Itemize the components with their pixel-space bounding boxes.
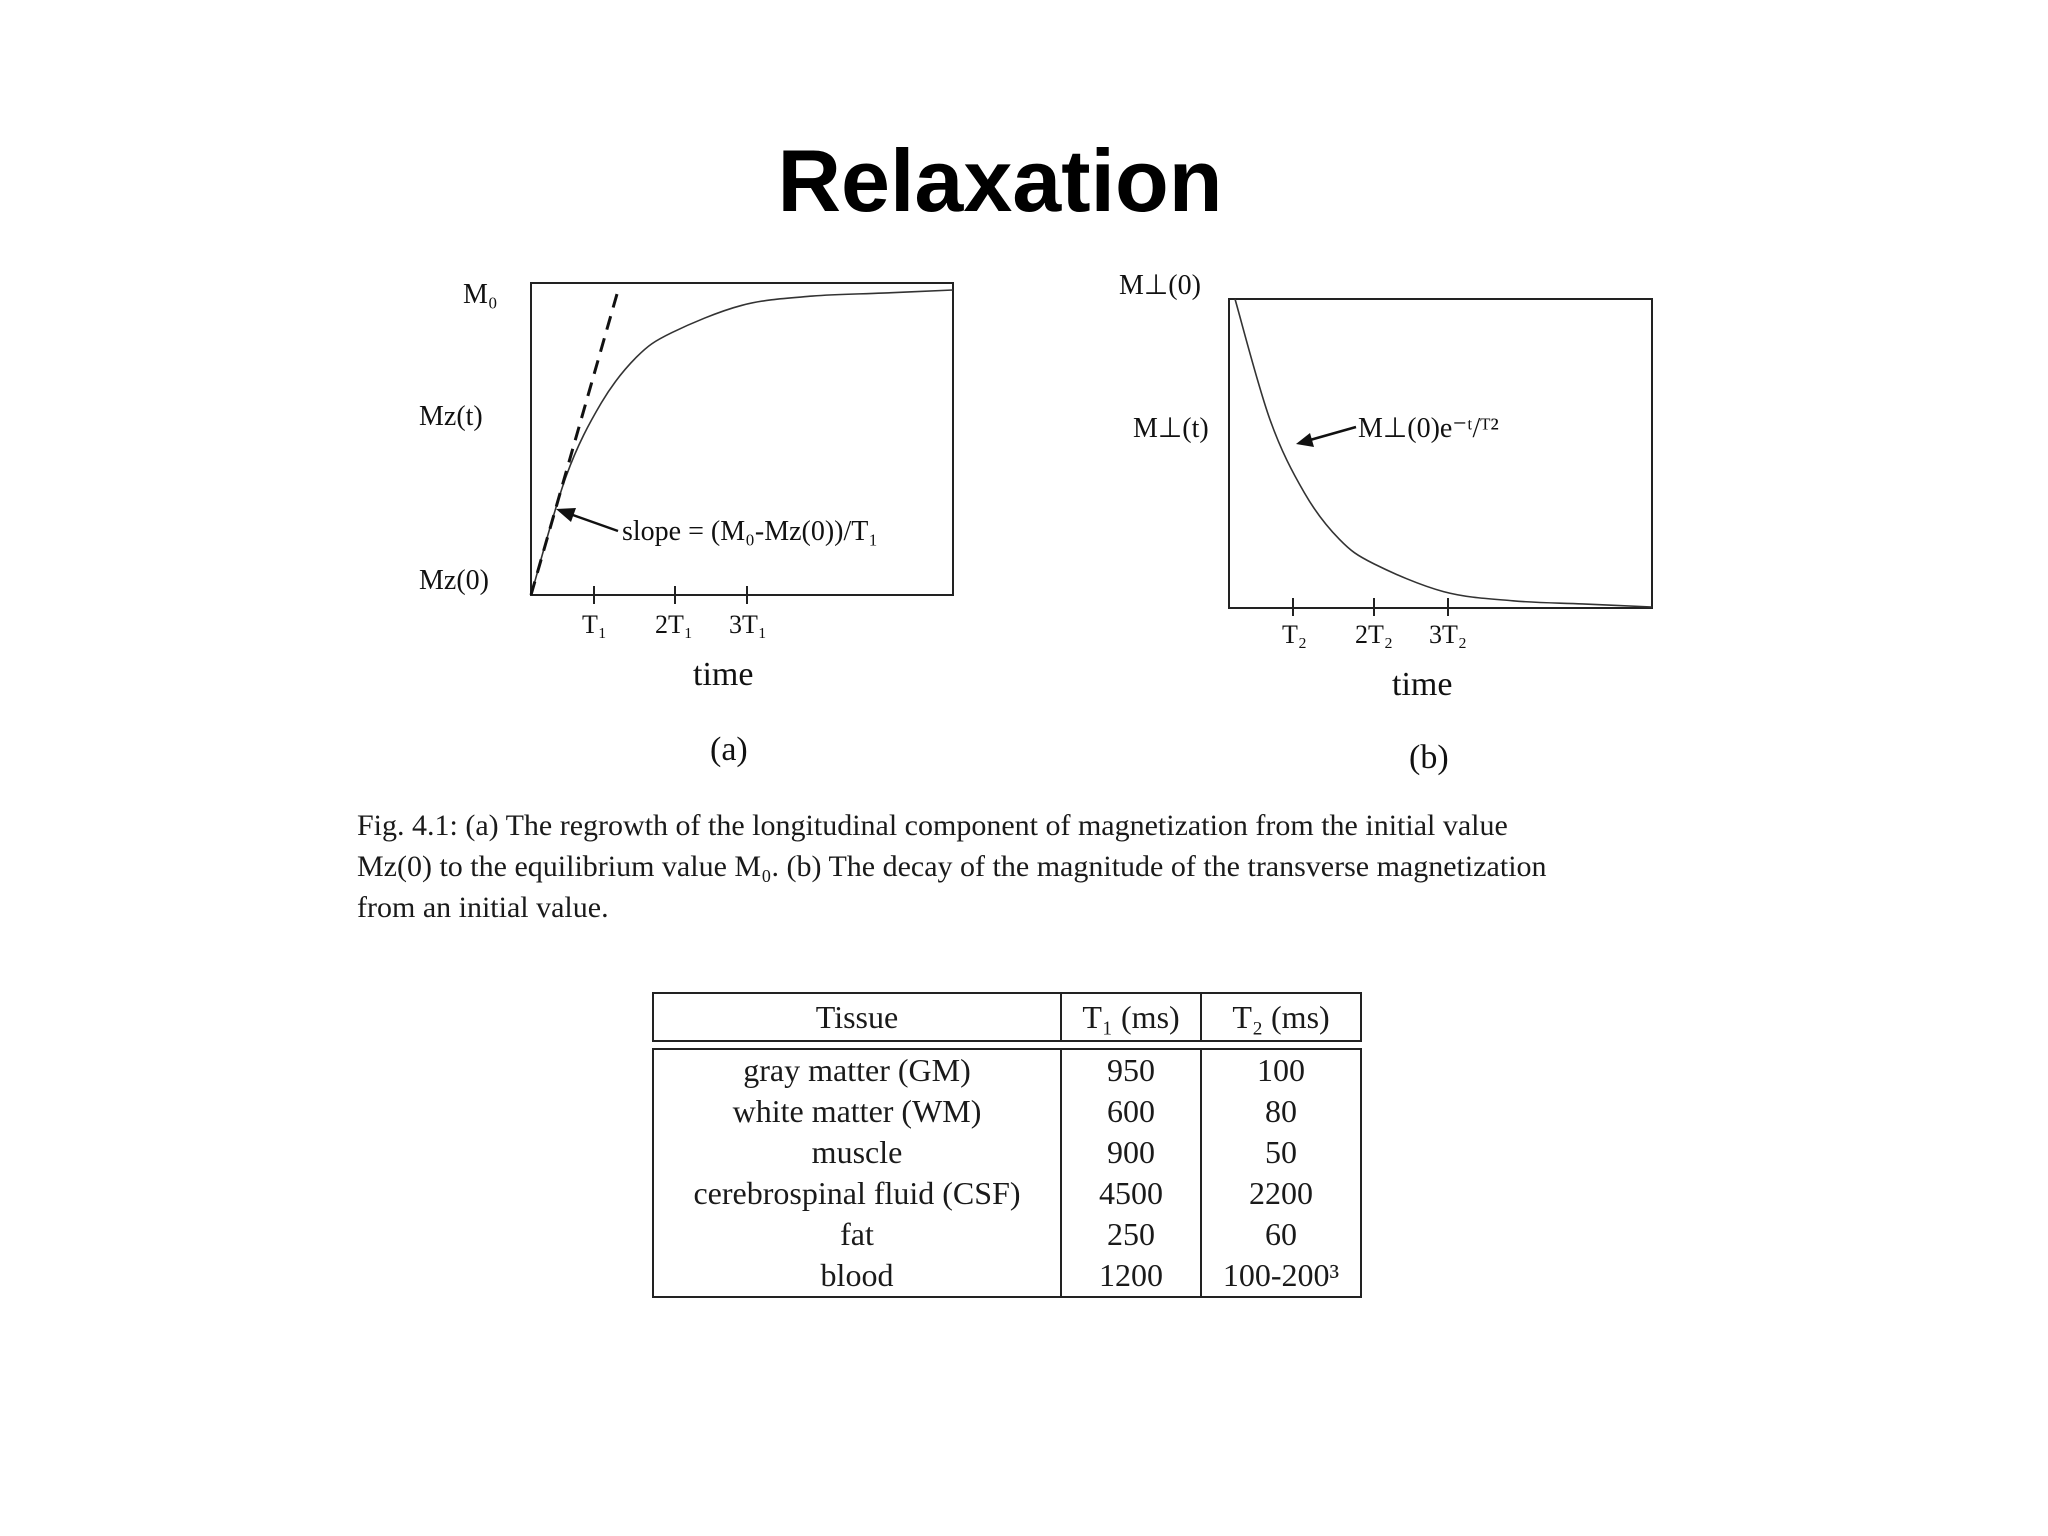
figure-a-tick-label-2t1: 2T₁: [655, 610, 693, 639]
caption-line-3: from an initial value.: [357, 891, 609, 924]
figure-caption: [357, 805, 1707, 928]
header-tissue: Tissue: [653, 993, 1061, 1041]
cell-t1: 900: [1061, 1132, 1201, 1173]
cell-t1: 950: [1061, 1049, 1201, 1091]
figure-b-ylabel-mperpt: M⊥(t): [1133, 413, 1209, 444]
figure-b-frame: [1229, 299, 1652, 608]
figure-b-tick-label-3t2: 3T₂: [1429, 620, 1467, 649]
cell-t1: 1200: [1061, 1255, 1201, 1297]
table-row: [653, 1214, 1361, 1255]
figure-a-tick-label-t1: T₁: [582, 610, 607, 639]
table-row: [653, 1173, 1361, 1214]
figure-a-ylabel-mz0: Mz(0): [419, 565, 489, 596]
table-row: [653, 1049, 1361, 1091]
figure-b-ylabel-mperp0: M⊥(0): [1119, 270, 1201, 301]
cell-tissue: gray matter (GM): [653, 1049, 1061, 1091]
cell-t2: 2200: [1201, 1173, 1361, 1214]
cell-t1: 600: [1061, 1091, 1201, 1132]
figure-a-ylabel-mzt: Mz(t): [419, 401, 483, 432]
figure-b-xlabel: time: [1392, 666, 1453, 703]
caption-line-1: Fig. 4.1: (a) The regrowth of the longitudinal component of magnetization from the initial value: [357, 809, 1508, 842]
figure-b-panel-label: (b): [1409, 739, 1449, 776]
table-row: [653, 1091, 1361, 1132]
table-row: [653, 1132, 1361, 1173]
figure-b-tick-label-t2: T₂: [1282, 620, 1307, 649]
cell-t2: 60: [1201, 1214, 1361, 1255]
relaxation-times-table: [652, 992, 1362, 1298]
table-row: [653, 1255, 1361, 1297]
cell-tissue: muscle: [653, 1132, 1061, 1173]
figure-a-panel-label: (a): [710, 731, 748, 768]
cell-t2: 100: [1201, 1049, 1361, 1091]
caption-line-2: Mz(0) to the equilibrium value M₀. (b) The decay of the magnitude of the transverse magnetization: [357, 850, 1547, 883]
cell-t2: 80: [1201, 1091, 1361, 1132]
slide-title: Relaxation: [777, 131, 1223, 230]
cell-tissue: white matter (WM): [653, 1091, 1061, 1132]
cell-tissue: fat: [653, 1214, 1061, 1255]
figure-a-ylabel-m0: M₀: [463, 279, 498, 310]
figure-b-curve-label: M⊥(0)e⁻ᵗ/ᵀ²: [1358, 413, 1499, 444]
figure-a-slope-label: slope = (M₀-Mz(0))/T₁: [622, 516, 879, 547]
figure-b-arrow: [1296, 427, 1356, 447]
cell-tissue: blood: [653, 1255, 1061, 1297]
cell-t1: 250: [1061, 1214, 1201, 1255]
header-t1: T₁ (ms): [1061, 993, 1201, 1041]
figure-a-xlabel: time: [693, 656, 754, 693]
cell-tissue: cerebrospinal fluid (CSF): [653, 1173, 1061, 1214]
table-header-row: [653, 993, 1361, 1041]
figure-a-tick-label-3t1: 3T₁: [729, 610, 767, 639]
figure-b-decay-curve: [1235, 299, 1652, 607]
cell-t1: 4500: [1061, 1173, 1201, 1214]
header-t2: T₂ (ms): [1201, 993, 1361, 1041]
cell-t2: 100-200³: [1201, 1255, 1361, 1297]
figure-b-tick-label-2t2: 2T₂: [1355, 620, 1393, 649]
cell-t2: 50: [1201, 1132, 1361, 1173]
